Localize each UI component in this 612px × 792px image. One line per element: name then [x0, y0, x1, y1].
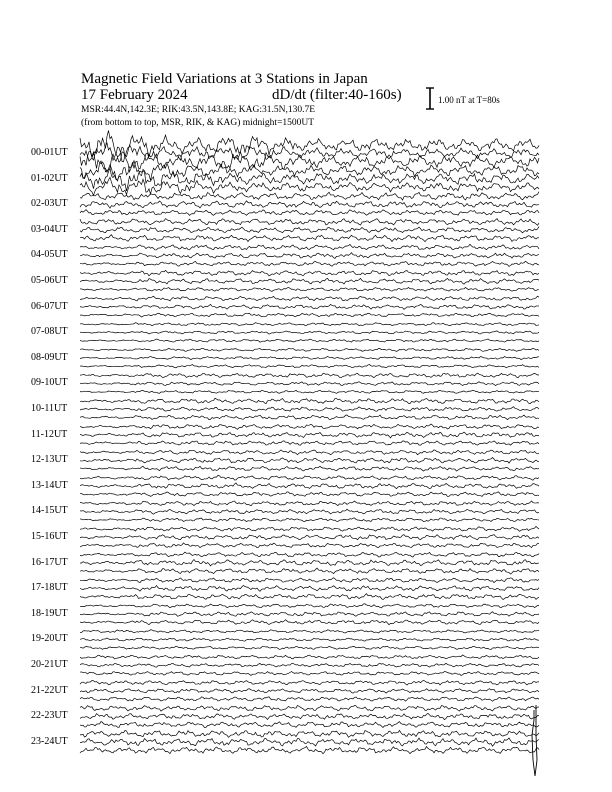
hour-label: 16-17UT: [31, 556, 68, 568]
trace-10-11UT-KAG: [80, 398, 539, 404]
trace-09-10UT-KAG: [80, 373, 539, 378]
trace-04-05UT-MSR: [80, 261, 539, 266]
trace-03-04UT-KAG: [80, 219, 539, 226]
trace-23-24UT-KAG: [80, 730, 539, 737]
trace-05-06UT-KAG: [80, 270, 539, 275]
trace-01-02UT-KAG: [80, 161, 539, 181]
hour-label: 12-13UT: [31, 454, 68, 466]
hour-label: 22-23UT: [31, 710, 68, 722]
trace-05-06UT-RIK: [80, 278, 539, 284]
hour-label: 02-03UT: [31, 198, 68, 210]
trace-09-10UT-RIK: [80, 382, 539, 386]
trace-06-07UT-KAG: [80, 296, 539, 301]
trace-18-19UT-RIK: [80, 612, 539, 617]
hour-label: 08-09UT: [31, 351, 68, 363]
chart-subtitle: dD/dt (filter:40-160s): [272, 87, 402, 103]
trace-14-15UT-KAG: [80, 501, 539, 506]
trace-23-24UT-RIK: [80, 738, 539, 746]
trace-03-04UT-MSR: [80, 235, 539, 242]
station-coordinates: MSR:44.4N,142.3E; RIK:43.5N,143.8E; KAG:31.5N,130.7E: [81, 105, 316, 115]
trace-15-16UT-RIK: [80, 535, 539, 540]
trace-21-22UT-RIK: [80, 689, 539, 693]
hour-label: 09-10UT: [31, 377, 68, 389]
trace-21-22UT-KAG: [80, 680, 539, 685]
trace-01-02UT-MSR: [80, 177, 539, 195]
trace-20-21UT-MSR: [80, 672, 539, 676]
trace-group: [80, 130, 539, 776]
hour-label: 13-14UT: [31, 479, 68, 491]
hour-label: 21-22UT: [31, 684, 68, 696]
trace-22-23UT-KAG: [80, 706, 539, 712]
hour-label: 05-06UT: [31, 275, 68, 286]
trace-13-14UT-KAG: [80, 475, 539, 480]
hour-label: 07-08UT: [31, 326, 68, 338]
trace-15-16UT-MSR: [80, 543, 539, 548]
trace-12-13UT-KAG: [80, 450, 539, 455]
trace-04-05UT-KAG: [80, 244, 539, 250]
trace-14-15UT-RIK: [80, 509, 539, 514]
chart-title: Magnetic Field Variations at 3 Stations in Japan: [81, 71, 368, 87]
hour-label: 14-15UT: [31, 505, 68, 517]
station-order-note: (from bottom to top, MSR, RIK, & KAG) midnight=1500UT: [81, 118, 315, 128]
trace-16-17UT-RIK: [80, 560, 539, 566]
trace-07-08UT-KAG: [80, 323, 539, 326]
trace-18-19UT-KAG: [80, 604, 539, 608]
trace-16-17UT-KAG: [80, 552, 539, 557]
hour-label: 11-12UT: [31, 428, 68, 440]
hour-label: 15-16UT: [31, 531, 68, 542]
hour-label: 18-19UT: [31, 607, 68, 619]
trace-11-12UT-RIK: [80, 432, 539, 438]
trace-04-05UT-RIK: [80, 253, 539, 259]
hour-label: 06-07UT: [31, 300, 68, 312]
trace-02-03UT-RIK: [80, 201, 539, 208]
hour-label: 03-04UT: [31, 223, 68, 235]
trace-19-20UT-RIK: [80, 638, 539, 641]
trace-08-09UT-RIK: [80, 356, 539, 359]
trace-18-19UT-MSR: [80, 620, 539, 625]
trace-19-20UT-MSR: [80, 646, 539, 649]
trace-10-11UT-RIK: [80, 407, 539, 411]
trace-02-03UT-MSR: [80, 210, 539, 216]
trace-17-18UT-KAG: [80, 578, 539, 583]
hour-label: 00-01UT: [31, 147, 68, 158]
trace-20-21UT-KAG: [80, 655, 539, 659]
trace-11-12UT-MSR: [80, 441, 539, 445]
trace-09-10UT-MSR: [80, 390, 539, 393]
scale-bar: [426, 88, 434, 109]
trace-23-24UT-MSR: [80, 746, 539, 753]
trace-13-14UT-MSR: [80, 492, 539, 497]
trace-14-15UT-MSR: [80, 518, 539, 522]
hour-label: 04-05UT: [31, 249, 68, 261]
trace-03-04UT-RIK: [80, 227, 539, 233]
trace-20-21UT-RIK: [80, 663, 539, 667]
hour-label: 10-11UT: [31, 403, 68, 414]
trace-19-20UT-KAG: [80, 630, 539, 633]
trace-07-08UT-MSR: [80, 339, 539, 342]
trace-05-06UT-MSR: [80, 287, 539, 291]
trace-08-09UT-KAG: [80, 348, 539, 351]
hour-label: 23-24UT: [31, 735, 68, 747]
trace-10-11UT-MSR: [80, 415, 539, 420]
trace-15-16UT-KAG: [80, 526, 539, 531]
hour-label: 19-20UT: [31, 633, 68, 645]
trace-06-07UT-MSR: [80, 313, 539, 317]
trace-02-03UT-KAG: [80, 192, 539, 200]
trace-07-08UT-RIK: [80, 331, 539, 334]
chart-date: 17 February 2024: [81, 87, 188, 103]
trace-08-09UT-MSR: [80, 365, 539, 368]
trace-22-23UT-MSR: [80, 722, 539, 728]
hour-label: 01-02UT: [31, 172, 68, 184]
scale-bar-label: 1.00 nT at T=80s: [438, 95, 500, 105]
trace-17-18UT-RIK: [80, 585, 539, 591]
trace-13-14UT-RIK: [80, 483, 539, 489]
trace-22-23UT-RIK: [80, 713, 539, 719]
trace-21-22UT-MSR: [80, 697, 539, 701]
trace-12-13UT-MSR: [80, 466, 539, 471]
trace-16-17UT-MSR: [80, 568, 539, 574]
hour-label: 20-21UT: [31, 659, 68, 670]
trace-17-18UT-MSR: [80, 594, 539, 600]
hour-label: 17-18UT: [31, 582, 68, 594]
trace-12-13UT-RIK: [80, 457, 539, 463]
trace-11-12UT-KAG: [80, 424, 539, 429]
trace-06-07UT-RIK: [80, 304, 539, 309]
